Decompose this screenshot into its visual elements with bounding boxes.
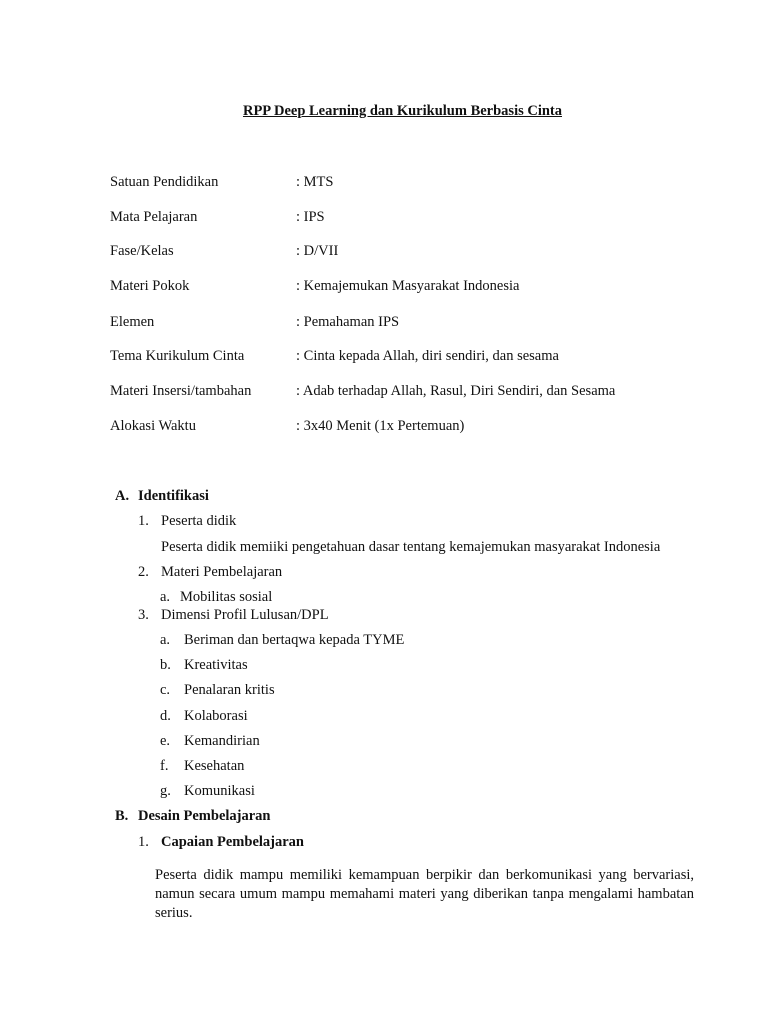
section-b-marker: B. <box>115 808 129 824</box>
list-item-label: Capaian Pembelajaran <box>161 834 304 850</box>
info-label: Materi Insersi/tambahan <box>110 383 252 399</box>
page-title: RPP Deep Learning dan Kurikulum Berbasis Cinta <box>242 103 563 119</box>
capaian-paragraph: Peserta didik mampu memiliki kemampuan berpikir dan berkomunikasi yang bervariasi, namun secara umum mampu memahami materi yang diberikan tanpa mengalami hambatan serius. <box>155 867 694 921</box>
info-label: Mata Pelajaran <box>110 209 198 225</box>
info-value: : MTS <box>296 174 334 190</box>
section-b-heading: Desain Pembelajaran <box>138 808 271 824</box>
info-value: : D/VII <box>296 243 339 259</box>
list-marker: 2. <box>138 564 149 580</box>
sub-list-item: Kreativitas <box>184 657 248 673</box>
info-value: : IPS <box>296 209 325 225</box>
sub-list-item: Mobilitas sosial <box>180 589 273 605</box>
info-value: : 3x40 Menit (1x Pertemuan) <box>296 418 465 434</box>
list-item-desc: Peserta didik memiiki pengetahuan dasar tentang kemajemukan masyarakat Indonesia <box>161 539 661 555</box>
sub-list-marker: b. <box>160 657 171 673</box>
list-marker: 1. <box>138 834 149 850</box>
sub-list-marker: f. <box>160 758 169 774</box>
sub-list-item: Komunikasi <box>184 783 255 799</box>
info-label: Fase/Kelas <box>110 243 174 259</box>
sub-list-item: Kesehatan <box>184 758 245 774</box>
sub-list-marker: a. <box>160 589 171 605</box>
sub-list-marker: e. <box>160 733 171 749</box>
info-label: Satuan Pendidikan <box>110 174 219 190</box>
list-item-label: Peserta didik <box>161 513 237 529</box>
info-value: : Pemahaman IPS <box>296 314 400 330</box>
list-marker: 3. <box>138 607 149 623</box>
sub-list-marker: d. <box>160 708 171 724</box>
info-value: : Cinta kepada Allah, diri sendiri, dan sesama <box>296 348 559 364</box>
info-label: Alokasi Waktu <box>110 418 196 434</box>
info-label: Elemen <box>110 314 155 330</box>
sub-list-marker: g. <box>160 783 171 799</box>
list-marker: 1. <box>138 513 149 529</box>
section-a-marker: A. <box>115 488 130 504</box>
info-value: : Adab terhadap Allah, Rasul, Diri Sendiri, dan Sesama <box>296 383 616 399</box>
info-value: : Kemajemukan Masyarakat Indonesia <box>296 278 520 294</box>
sub-list-item: Beriman dan bertaqwa kepada TYME <box>184 632 405 648</box>
list-item-label: Materi Pembelajaran <box>161 564 283 580</box>
info-label: Materi Pokok <box>110 278 190 294</box>
info-label: Tema Kurikulum Cinta <box>110 348 245 364</box>
sub-list-marker: c. <box>160 682 171 698</box>
section-a-heading: Identifikasi <box>138 488 209 504</box>
sub-list-marker: a. <box>160 632 171 648</box>
sub-list-item: Kolaborasi <box>184 708 248 724</box>
list-item-label: Dimensi Profil Lulusan/DPL <box>161 607 329 623</box>
sub-list-item: Penalaran kritis <box>184 682 275 698</box>
sub-list-item: Kemandirian <box>184 733 260 749</box>
